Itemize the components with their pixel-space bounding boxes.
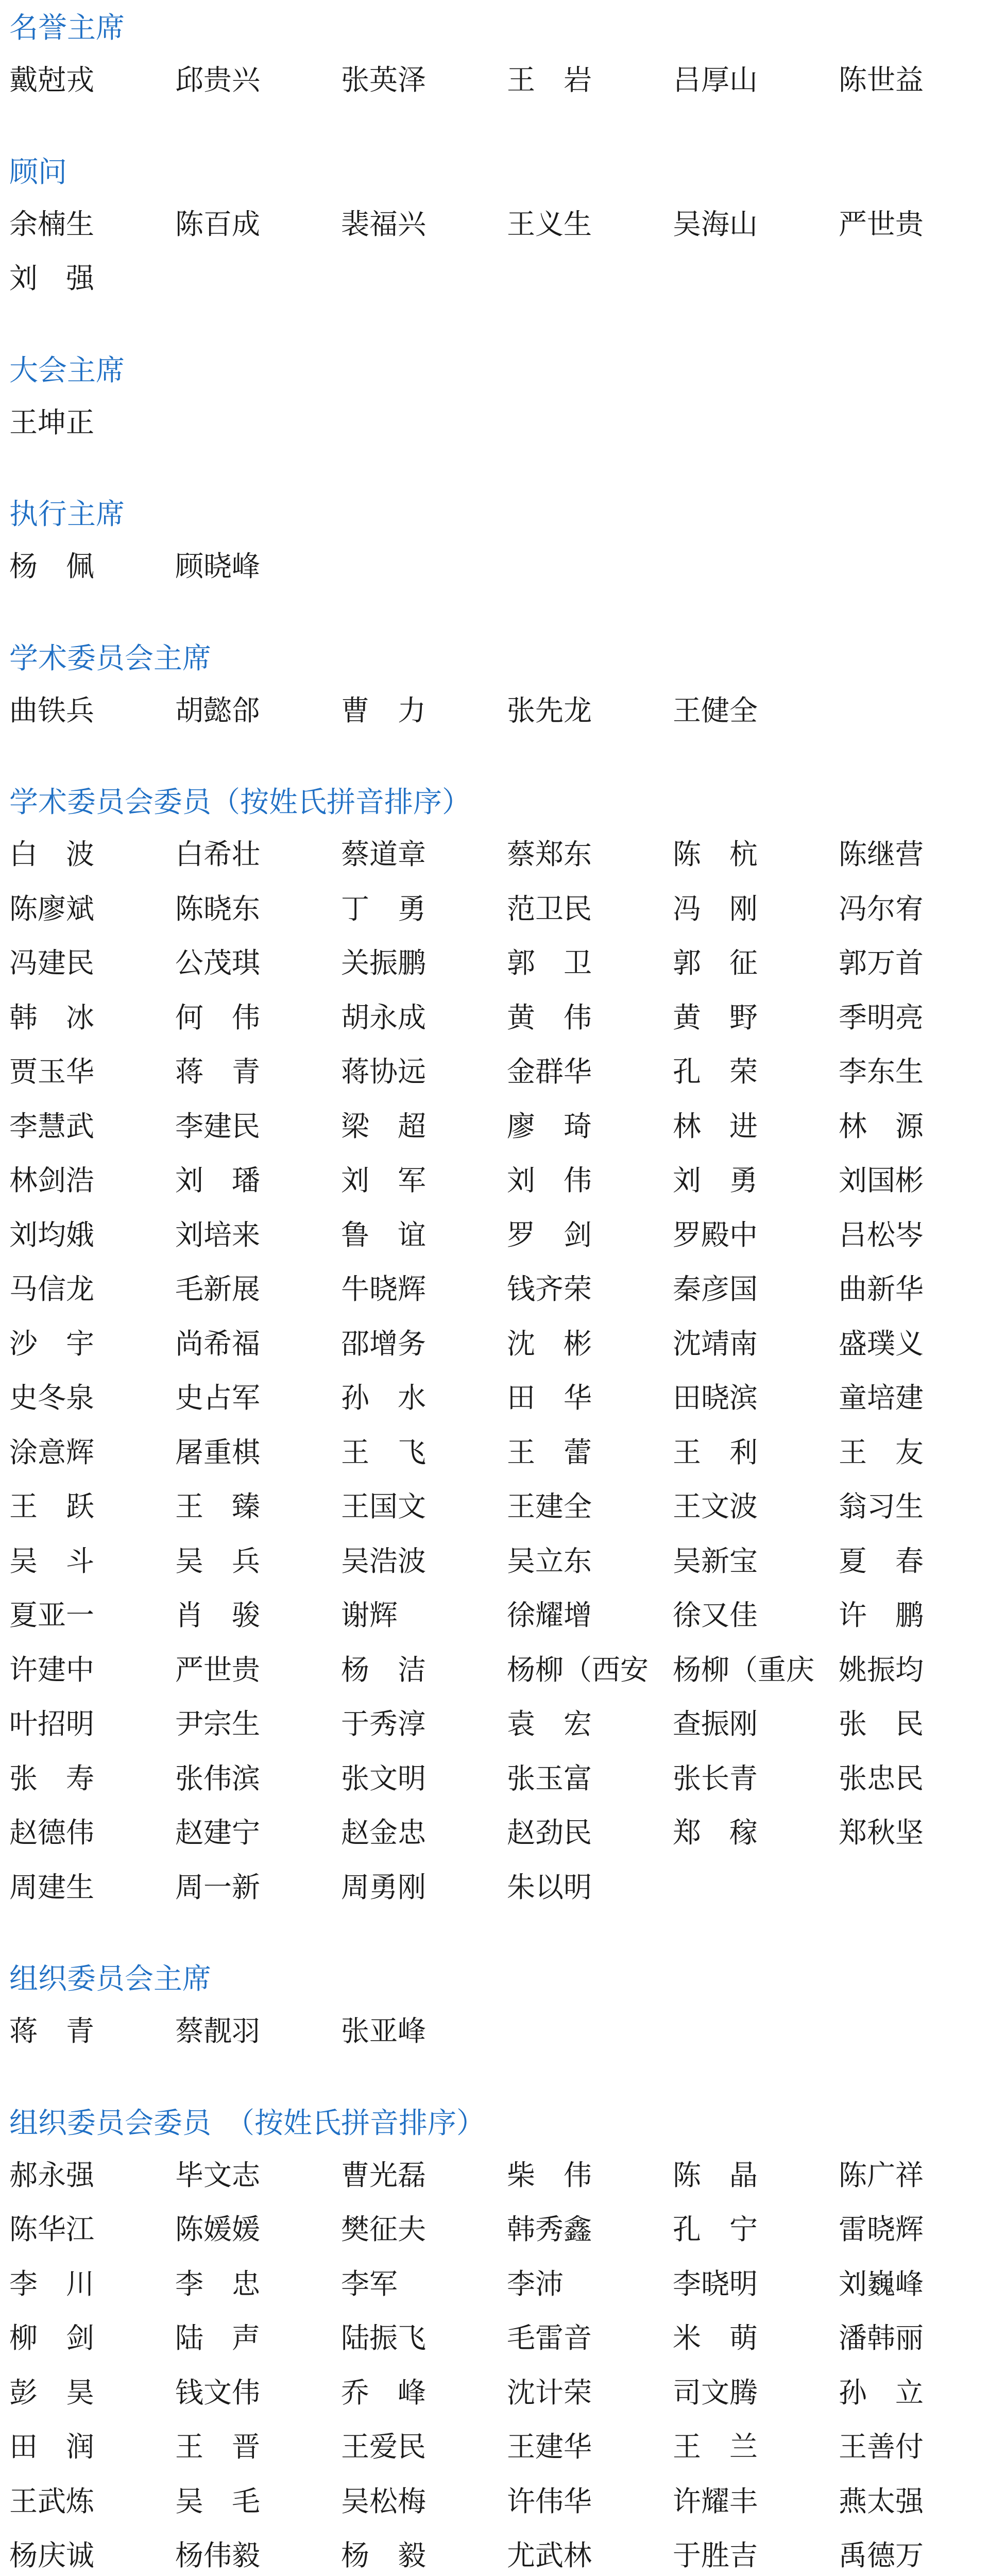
section-heading: 组织委员会主席 [9, 1962, 211, 1996]
member-name: 秦彦国 [673, 1273, 758, 1306]
member-name: 陈晓东 [175, 892, 261, 925]
member-name: 李军 [341, 2267, 398, 2300]
member-name: 沈计荣 [507, 2376, 592, 2409]
member-name: 郭万首 [839, 946, 924, 980]
member-name: 王健全 [673, 693, 758, 727]
member-name: 孙 立 [839, 2376, 924, 2409]
member-name: 许 鹏 [839, 1599, 924, 1632]
member-name: 杨庆诚 [9, 2539, 95, 2572]
member-name: 彭 昊 [9, 2376, 95, 2409]
member-name: 李晓明 [673, 2267, 758, 2300]
name-row [9, 1749, 978, 1804]
member-name: 赵金忠 [341, 1816, 427, 1850]
name-row [9, 50, 978, 105]
member-name: 李沛 [507, 2267, 564, 2300]
member-name: 米 萌 [673, 2321, 758, 2355]
member-name: 王 友 [839, 1435, 924, 1469]
member-name: 潘韩丽 [839, 2321, 924, 2355]
member-name: 夏亚一 [9, 1599, 95, 1632]
section-spacer [9, 303, 978, 343]
member-name: 郑秋坚 [839, 1816, 924, 1850]
name-row [9, 681, 978, 736]
name-row [9, 1477, 978, 1532]
member-name: 史占军 [175, 1381, 261, 1415]
member-name: 林剑浩 [9, 1164, 95, 1197]
member-name: 吴海山 [673, 207, 758, 241]
name-row [9, 1151, 978, 1206]
member-name: 杨柳（西安 [507, 1653, 649, 1686]
member-name: 杨伟毅 [175, 2539, 261, 2572]
member-name: 裴福兴 [341, 207, 427, 241]
name-row [9, 2146, 978, 2200]
name-row [9, 537, 978, 591]
member-name: 顾晓峰 [175, 550, 261, 583]
member-name: 白希壮 [175, 838, 261, 871]
committee-section [9, 144, 978, 303]
member-name: 韩秀鑫 [507, 2213, 592, 2246]
member-name: 关振鹏 [341, 946, 427, 980]
name-row [9, 249, 978, 303]
member-name: 曲新华 [839, 1273, 924, 1306]
member-name: 罗 剑 [507, 1218, 592, 1251]
member-name: 吕厚山 [673, 63, 758, 97]
section-spacer [9, 2056, 978, 2095]
section-heading: 名誉主席 [9, 11, 125, 45]
name-row [9, 988, 978, 1043]
member-name: 刘 勇 [673, 1164, 758, 1197]
member-name: 白 波 [9, 838, 95, 871]
member-name: 郑 稼 [673, 1816, 758, 1850]
name-row [9, 879, 978, 934]
member-name: 毛新展 [175, 1273, 261, 1306]
member-name: 牛晓辉 [341, 1273, 427, 1306]
member-name: 柳 剑 [9, 2321, 95, 2355]
member-name: 刘 强 [9, 262, 95, 295]
committee-section [9, 343, 978, 448]
member-name: 郭 卫 [507, 946, 592, 980]
member-name: 于秀淳 [341, 1707, 427, 1741]
section-spacer [9, 591, 978, 631]
member-name: 郝永强 [9, 2158, 95, 2192]
member-name: 王义生 [507, 207, 592, 241]
name-row [9, 2255, 978, 2309]
member-name: 许建中 [9, 1653, 95, 1686]
section-heading: 顾问 [9, 155, 67, 189]
member-name: 蒋 青 [9, 2014, 95, 2048]
committee-section [9, 774, 978, 1912]
name-row [9, 1206, 978, 1260]
name-row [9, 2200, 978, 2255]
member-name: 孙 水 [341, 1381, 427, 1415]
member-name: 王 飞 [341, 1435, 427, 1469]
name-row [9, 2417, 978, 2472]
member-name: 梁 超 [341, 1109, 427, 1143]
name-row [9, 1423, 978, 1478]
member-name: 吴 斗 [9, 1544, 95, 1578]
name-row [9, 1640, 978, 1695]
member-name: 屠重棋 [175, 1435, 261, 1469]
member-name: 蒋协远 [341, 1055, 427, 1089]
member-name: 吴 兵 [175, 1544, 261, 1578]
member-name: 蔡郑东 [507, 838, 592, 871]
name-row [9, 934, 978, 988]
member-name: 金群华 [507, 1055, 592, 1089]
member-name: 蒋 青 [175, 1055, 261, 1089]
member-name: 陈华江 [9, 2213, 95, 2246]
member-name: 钱文伟 [175, 2376, 261, 2409]
member-name: 叶招明 [9, 1707, 95, 1741]
section-spacer [9, 105, 978, 144]
member-name: 郭 征 [673, 946, 758, 980]
name-row [9, 1042, 978, 1097]
member-name: 王坤正 [9, 405, 95, 439]
member-name: 陈 晶 [673, 2158, 758, 2192]
member-name: 孔 荣 [673, 1055, 758, 1089]
member-name: 王 臻 [175, 1490, 261, 1523]
member-name: 朱以明 [507, 1870, 592, 1904]
member-name: 许伟华 [507, 2484, 592, 2518]
member-name: 燕太强 [839, 2484, 924, 2518]
member-name: 戴尅戎 [9, 63, 95, 97]
name-row [9, 825, 978, 879]
member-name: 毛雷音 [507, 2321, 592, 2355]
member-name: 张长青 [673, 1761, 758, 1795]
member-name: 周一新 [175, 1870, 261, 1904]
member-name: 范卫民 [507, 892, 592, 925]
member-name: 冯 刚 [673, 892, 758, 925]
member-name: 禹德万 [839, 2539, 924, 2572]
member-name: 雷晓辉 [839, 2213, 924, 2246]
member-name: 刘 伟 [507, 1164, 592, 1197]
member-name: 田 润 [9, 2430, 95, 2464]
member-name: 沈靖南 [673, 1327, 758, 1360]
member-name: 何 伟 [175, 1001, 261, 1034]
section-heading: 大会主席 [9, 353, 125, 387]
member-name: 黄 野 [673, 1001, 758, 1034]
member-name: 刘国彬 [839, 1164, 924, 1197]
member-name: 樊征夫 [341, 2213, 427, 2246]
member-name: 尚希福 [175, 1327, 261, 1360]
name-row [9, 1803, 978, 1858]
member-name: 邵增务 [341, 1327, 427, 1360]
name-row [9, 2363, 978, 2418]
member-name: 严世贵 [839, 207, 924, 241]
member-name: 童培建 [839, 1381, 924, 1415]
member-name: 陈 杭 [673, 838, 758, 871]
name-row [9, 2526, 978, 2576]
member-name: 肖 骏 [175, 1599, 261, 1632]
section-spacer [9, 1912, 978, 1951]
name-row [9, 1586, 978, 1640]
member-name: 张 民 [839, 1707, 924, 1741]
name-row [9, 2309, 978, 2363]
member-name: 余楠生 [9, 207, 95, 241]
member-name: 陈继营 [839, 838, 924, 871]
name-row [9, 2002, 978, 2056]
member-name: 王武炼 [9, 2484, 95, 2518]
section-spacer [9, 447, 978, 486]
name-row [9, 1694, 978, 1749]
name-row [9, 1858, 978, 1912]
member-name: 王善付 [839, 2430, 924, 2464]
member-name: 张玉富 [507, 1761, 592, 1795]
member-name: 陆 声 [175, 2321, 261, 2355]
member-name: 陈媛媛 [175, 2213, 261, 2246]
section-heading: 执行主席 [9, 498, 125, 531]
member-name: 徐又佳 [673, 1599, 758, 1632]
member-name: 吴新宝 [673, 1544, 758, 1578]
name-row [9, 1260, 978, 1314]
member-name: 罗殿中 [673, 1218, 758, 1251]
member-name: 谢辉 [341, 1599, 398, 1632]
member-name: 钱齐荣 [507, 1273, 592, 1306]
member-name: 王 跃 [9, 1490, 95, 1523]
member-name: 涂意辉 [9, 1435, 95, 1469]
name-row [9, 1314, 978, 1369]
member-name: 尤武林 [507, 2539, 592, 2572]
member-name: 袁 宏 [507, 1707, 592, 1741]
member-name: 夏 春 [839, 1544, 924, 1578]
member-name: 周勇刚 [341, 1870, 427, 1904]
member-name: 吴浩波 [341, 1544, 427, 1578]
member-name: 吴立东 [507, 1544, 592, 1578]
committee-section [9, 631, 978, 736]
member-name: 曲铁兵 [9, 693, 95, 727]
member-name: 沈 彬 [507, 1327, 592, 1360]
member-name: 姚振均 [839, 1653, 924, 1686]
member-name: 鲁 谊 [341, 1218, 427, 1251]
member-name: 陈百成 [175, 207, 261, 241]
member-name: 公茂琪 [175, 946, 261, 980]
member-name: 陈广祥 [839, 2158, 924, 2192]
member-name: 李东生 [839, 1055, 924, 1089]
section-heading: 学术委员会委员（按姓氏拼音排序） [9, 786, 471, 819]
member-name: 韩 冰 [9, 1001, 95, 1034]
member-name: 沙 宇 [9, 1327, 95, 1360]
member-name: 胡永成 [341, 1001, 427, 1034]
member-name: 张伟滨 [175, 1761, 261, 1795]
member-name: 马信龙 [9, 1273, 95, 1306]
member-name: 贾玉华 [9, 1055, 95, 1089]
member-name: 蔡道章 [341, 838, 427, 871]
member-name: 李 忠 [175, 2267, 261, 2300]
member-name: 杨 佩 [9, 550, 95, 583]
member-name: 吴 毛 [175, 2484, 261, 2518]
member-name: 冯尔宥 [839, 892, 924, 925]
member-name: 王建全 [507, 1490, 592, 1523]
member-name: 蔡靓羽 [175, 2014, 261, 2048]
committee-section [9, 1951, 978, 2056]
member-name: 许耀丰 [673, 2484, 758, 2518]
member-name: 张先龙 [507, 693, 592, 727]
member-name: 尹宗生 [175, 1707, 261, 1741]
member-name: 王 岩 [507, 63, 592, 97]
member-name: 柴 伟 [507, 2158, 592, 2192]
committee-section [9, 2095, 978, 2576]
committee-section [9, 0, 978, 105]
member-name: 王 利 [673, 1435, 758, 1469]
member-name: 杨 毅 [341, 2539, 427, 2572]
member-name: 孔 宁 [673, 2213, 758, 2246]
member-name: 杨 洁 [341, 1653, 427, 1686]
member-name: 张忠民 [839, 1761, 924, 1795]
member-name: 吴松梅 [341, 2484, 427, 2518]
member-name: 李建民 [175, 1109, 261, 1143]
member-name: 刘 军 [341, 1164, 427, 1197]
member-name: 王国文 [341, 1490, 427, 1523]
member-name: 刘巍峰 [839, 2267, 924, 2300]
section-heading: 学术委员会主席 [9, 641, 211, 675]
member-name: 王 兰 [673, 2430, 758, 2464]
member-name: 林 源 [839, 1109, 924, 1143]
member-name: 胡懿郃 [175, 693, 261, 727]
member-name: 林 进 [673, 1109, 758, 1143]
member-name: 盛璞义 [839, 1327, 924, 1360]
member-name: 翁习生 [839, 1490, 924, 1523]
member-name: 赵建宁 [175, 1816, 261, 1850]
name-row [9, 393, 978, 448]
member-name: 乔 峰 [341, 2376, 427, 2409]
member-name: 陈廖斌 [9, 892, 95, 925]
member-name: 赵劲民 [507, 1816, 592, 1850]
member-name: 邱贵兴 [175, 63, 261, 97]
member-name: 曹 力 [341, 693, 427, 727]
member-name: 吕松岑 [839, 1218, 924, 1251]
member-name: 季明亮 [839, 1001, 924, 1034]
name-row [9, 1532, 978, 1586]
member-name: 黄 伟 [507, 1001, 592, 1034]
member-name: 刘均娥 [9, 1218, 95, 1251]
member-name: 张文明 [341, 1761, 427, 1795]
section-heading: 组织委员会委员 （按姓氏拼音排序） [9, 2106, 485, 2140]
member-name: 田 华 [507, 1381, 592, 1415]
member-name: 陆振飞 [341, 2321, 427, 2355]
member-name: 张 寿 [9, 1761, 95, 1795]
member-name: 徐耀增 [507, 1599, 592, 1632]
member-name: 王爱民 [341, 2430, 427, 2464]
member-name: 廖 琦 [507, 1109, 592, 1143]
member-name: 周建生 [9, 1870, 95, 1904]
member-name: 王 晋 [175, 2430, 261, 2464]
member-name: 司文腾 [673, 2376, 758, 2409]
member-name: 赵德伟 [9, 1816, 95, 1850]
member-name: 王建华 [507, 2430, 592, 2464]
name-row [9, 195, 978, 249]
member-name: 曹光磊 [341, 2158, 427, 2192]
name-row [9, 2472, 978, 2527]
member-name: 严世贵 [175, 1653, 261, 1686]
member-name: 张英泽 [341, 63, 427, 97]
member-name: 李慧武 [9, 1109, 95, 1143]
committee-section [9, 486, 978, 591]
member-name: 于胜吉 [673, 2539, 758, 2572]
name-row [9, 1368, 978, 1423]
member-name: 刘 璠 [175, 1164, 261, 1197]
member-name: 史冬泉 [9, 1381, 95, 1415]
member-name: 李 川 [9, 2267, 95, 2300]
member-name: 王文波 [673, 1490, 758, 1523]
member-name: 查振刚 [673, 1707, 758, 1741]
member-name: 张亚峰 [341, 2014, 427, 2048]
member-name: 陈世益 [839, 63, 924, 97]
member-name: 田晓滨 [673, 1381, 758, 1415]
member-name: 毕文志 [175, 2158, 261, 2192]
member-name: 王 蕾 [507, 1435, 592, 1469]
section-spacer [9, 735, 978, 774]
member-name: 冯建民 [9, 946, 95, 980]
member-name: 杨柳（重庆 [673, 1653, 815, 1686]
name-row [9, 1097, 978, 1151]
member-name: 刘培来 [175, 1218, 261, 1251]
member-name: 丁 勇 [341, 892, 427, 925]
